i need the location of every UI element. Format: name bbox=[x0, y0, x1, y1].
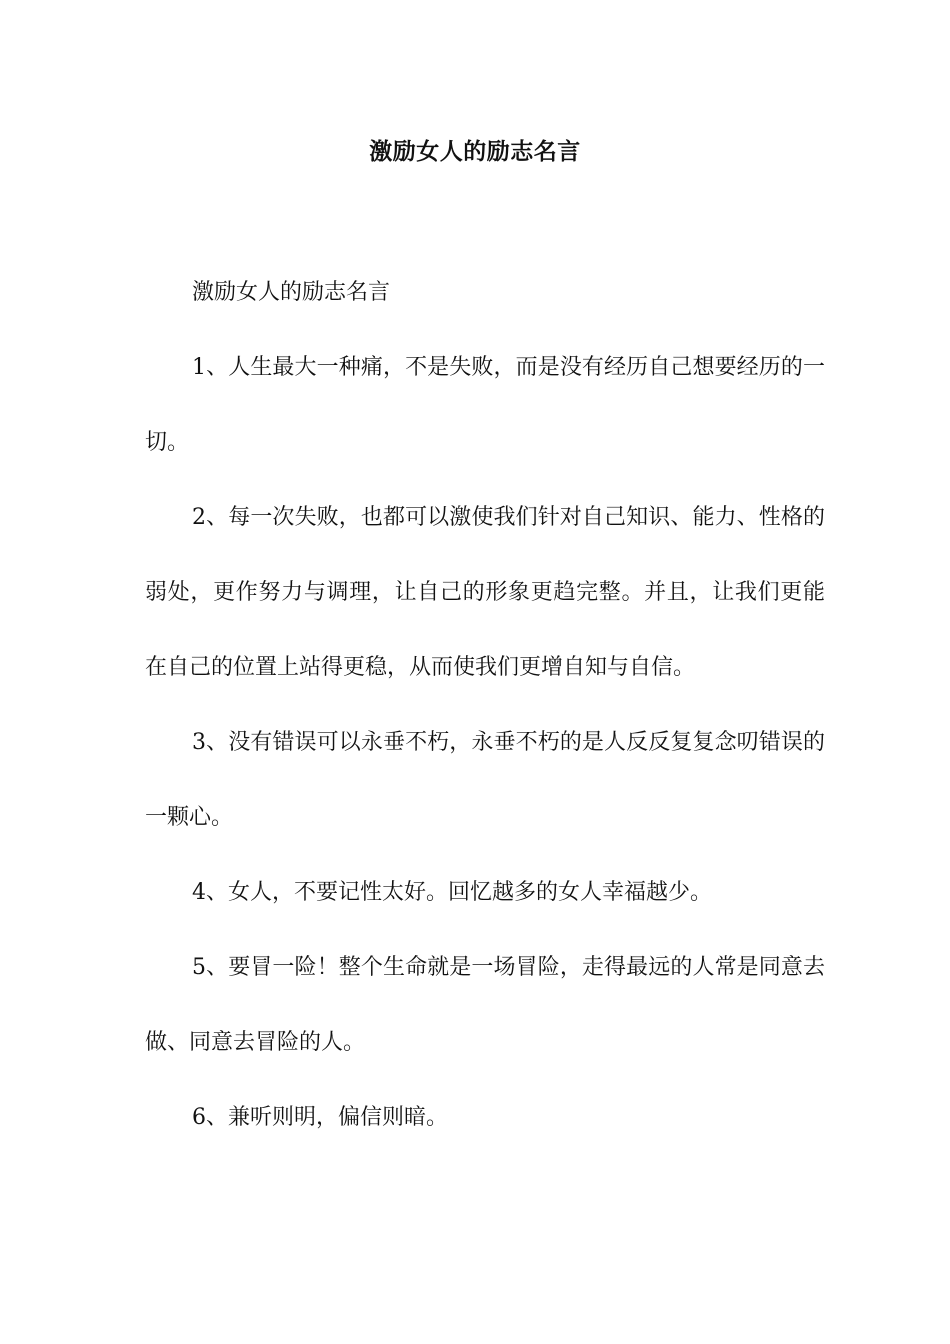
quote-paragraph-2: 2、每一次失败，也都可以激使我们针对自己知识、能力、性格的弱处，更作努力与调理，让自己的形象更趋完整。并且，让我们更能在自己的位置上站得更稳，从而使我们更增自知与自信。 bbox=[145, 505, 825, 680]
quote-paragraph-6: 6、兼听则明，偏信则暗。 bbox=[192, 1105, 448, 1130]
quote-paragraph-1: 1、人生最大一种痛，不是失败，而是没有经历自己想要经历的一切。 bbox=[145, 355, 825, 455]
quote-paragraph-3: 3、没有错误可以永垂不朽，永垂不朽的是人反反复复念叨错误的一颗心。 bbox=[145, 730, 825, 830]
quote-paragraph-5: 5、要冒一险！整个生命就是一场冒险，走得最远的人常是同意去做、同意去冒险的人。 bbox=[145, 955, 825, 1055]
paragraph-heading: 激励女人的励志名言 bbox=[192, 280, 391, 305]
quote-paragraph-4: 4、女人，不要记性太好。回忆越多的女人幸福越少。 bbox=[192, 880, 712, 905]
document-title: 激励女人的励志名言 bbox=[369, 138, 581, 165]
document-body bbox=[145, 255, 825, 1155]
